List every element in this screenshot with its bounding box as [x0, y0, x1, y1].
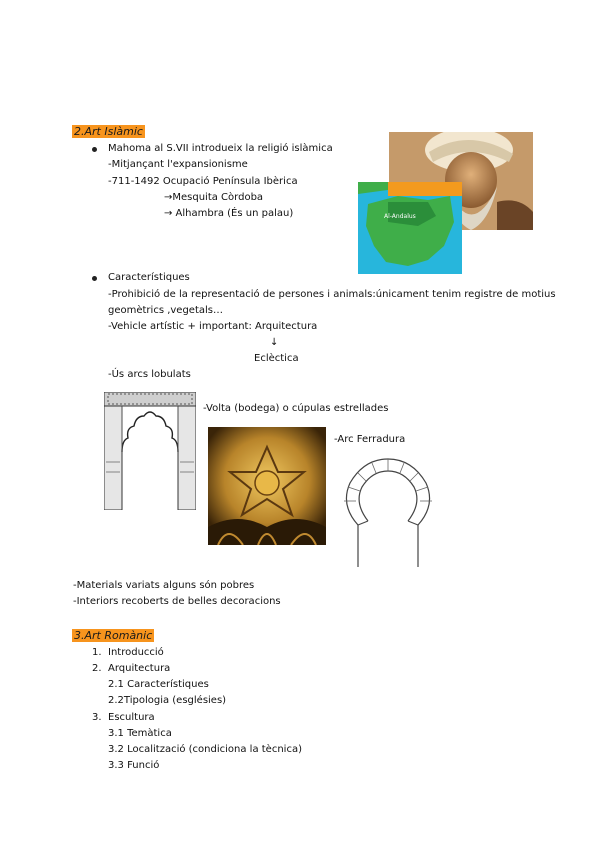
text-eclectica: Eclèctica	[254, 353, 299, 364]
list-item-arquitectura: Arquitectura	[108, 663, 171, 674]
list-number: 2.	[92, 663, 102, 674]
sub-item-tematica: 3.1 Temàtica	[108, 728, 172, 739]
caption-volta: -Volta (bodega) o cúpulas estrellades	[203, 403, 389, 414]
sub-item-tipologia: 2.2Tipologia (esglésies)	[108, 695, 227, 706]
text-prohibicio: -Prohibició de la representació de persones i animals:únicament tenim registre de motius	[108, 289, 556, 300]
horseshoe-arch-image	[336, 455, 440, 567]
text-caracteristiques: Característiques	[108, 272, 190, 283]
bullet-dot	[92, 147, 97, 152]
section-heading-art-romanic: 3.Art Romànic	[74, 629, 153, 642]
list-item-introduccio: Introducció	[108, 647, 164, 658]
sub-item-localitzacio: 3.2 Localització (condiciona la tècnica)	[108, 744, 302, 755]
text-expansionisme: -Mitjançant l'expansionisme	[108, 159, 248, 170]
list-number: 1.	[92, 647, 102, 658]
sub-item-caracteristiques: 2.1 Característiques	[108, 679, 209, 690]
iberian-map-image	[358, 182, 462, 274]
text-mahoma: Mahoma al S.VII introdueix la religió islàmica	[108, 143, 333, 154]
caption-arc-ferradura: -Arc Ferradura	[334, 434, 406, 445]
text-geometrics: geomètrics ,vegetals…	[108, 305, 223, 316]
dome-image	[208, 427, 326, 545]
list-number: 3.	[92, 712, 102, 723]
text-materials: -Materials variats alguns són pobres	[73, 580, 255, 591]
map-label: Al-Andalus	[384, 213, 416, 220]
lobed-arch-image	[104, 392, 196, 510]
text-mesquita: →Mesquita Còrdoba	[164, 192, 264, 203]
text-arcs-lobulats: -Ús arcs lobulats	[108, 369, 191, 380]
section-heading-art-islamic: 2.Art Islàmic	[74, 125, 143, 138]
list-item-escultura: Escultura	[108, 712, 155, 723]
text-interiors: -Interiors recoberts de belles decoracions	[73, 596, 281, 607]
text-vehicle: -Vehicle artístic + important: Arquitectura	[108, 321, 318, 332]
sub-item-funcio: 3.3 Funció	[108, 760, 160, 771]
text-ocupacio: -711-1492 Ocupació Península Ibèrica	[108, 176, 298, 187]
bullet-dot	[92, 276, 97, 281]
down-arrow-icon: ↓	[270, 337, 279, 348]
text-alhambra: → Alhambra (És un palau)	[164, 208, 294, 219]
